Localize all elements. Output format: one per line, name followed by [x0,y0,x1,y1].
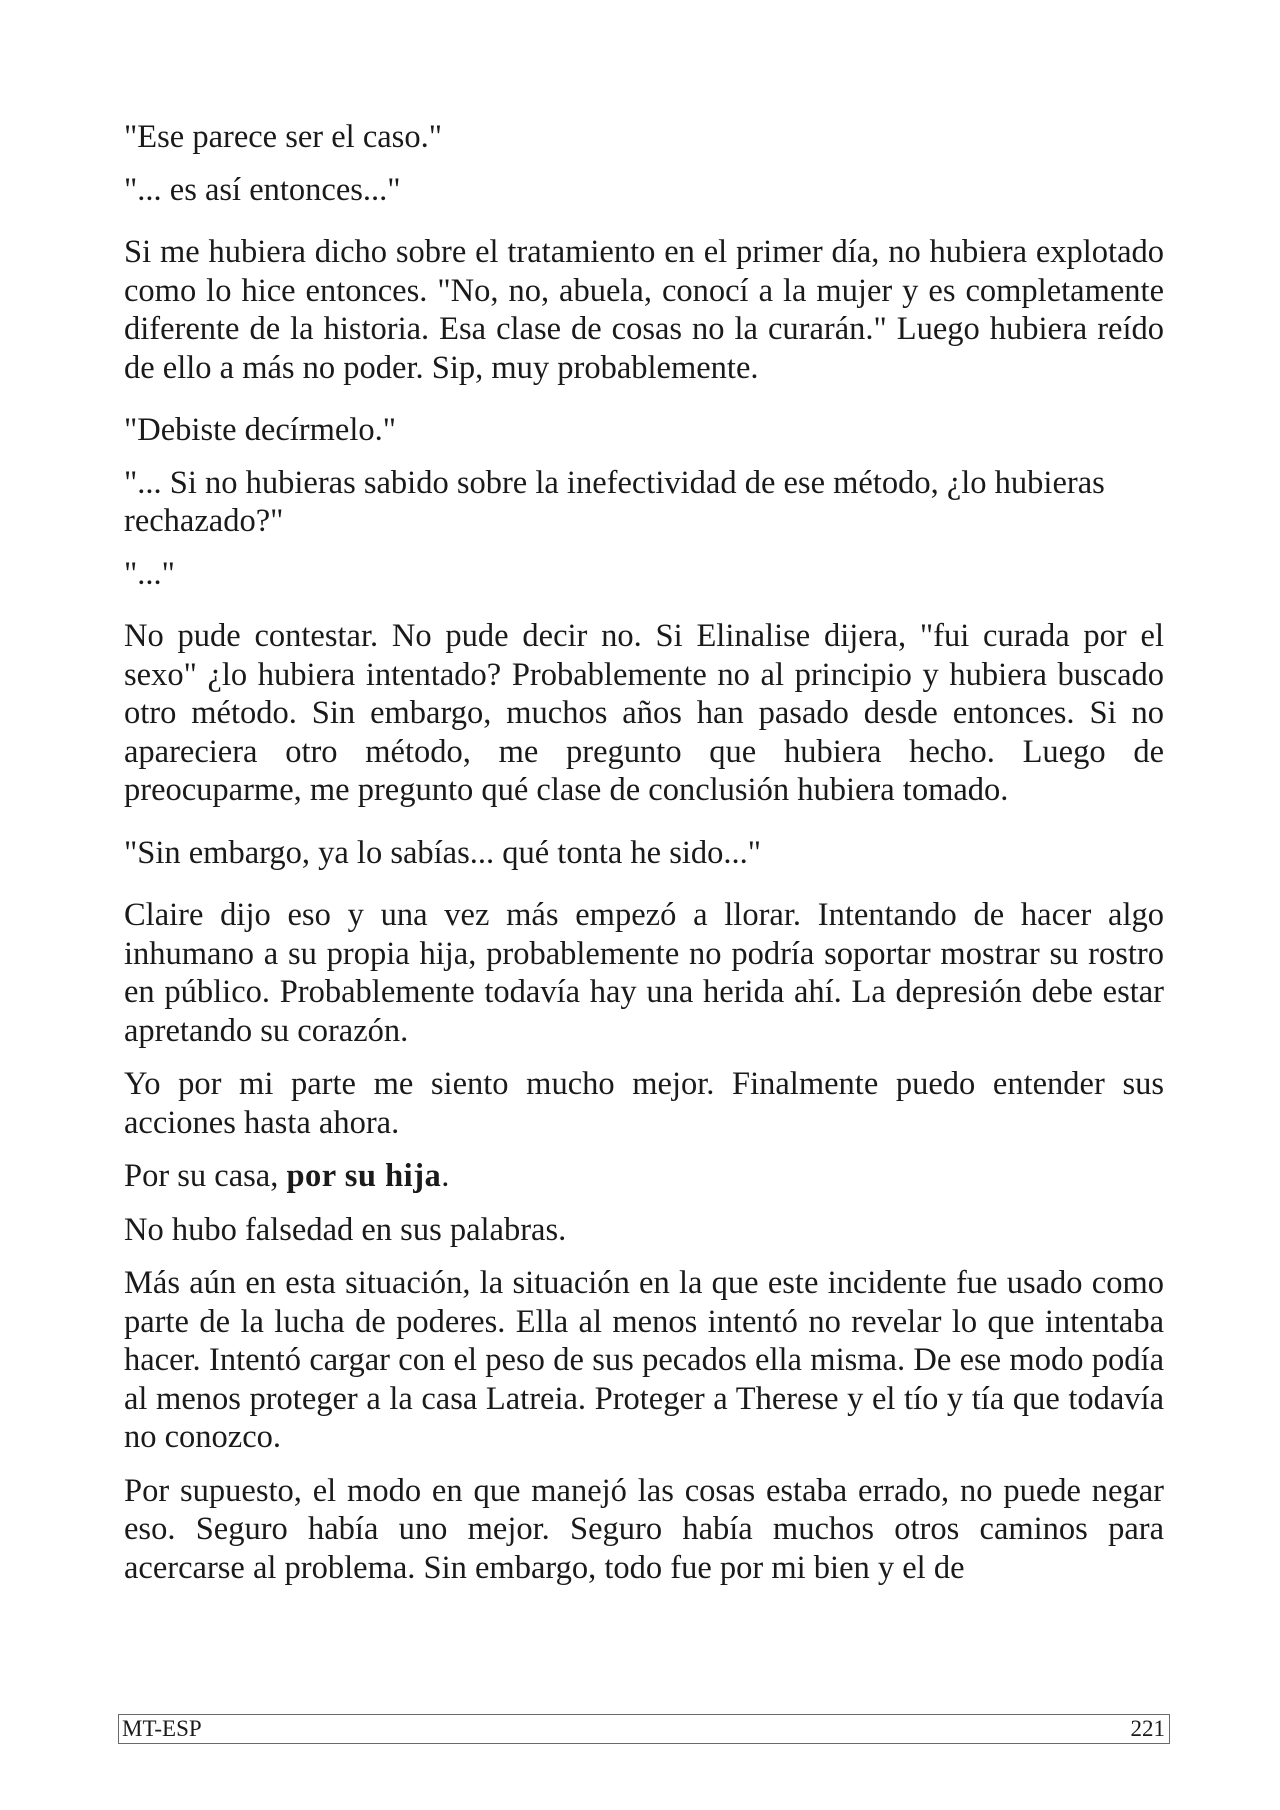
paragraph-12: No hubo falsedad en sus palabras. [124,1211,567,1248]
paragraph-7: No pude contestar. No pude decir no. Si Elinalise dijera, "fui curada por el sexo" ¿lo hubiera intentado? Probablemente no al principio y hubiera buscado otro método. Sin embargo, muchos años han pasado desde entonces. Si no apareciera otro método, me pregunto que hubiera hecho. Luego de preocuparme, me pregunto qué clase de conclusión hubiera tomado. [124,618,1164,808]
footer-label: MT-ESP [122,1716,202,1741]
page-footer [118,1714,1170,1744]
page-body [124,118,1164,1602]
page-number: 221 [1130,1716,1165,1741]
paragraph-8: "Sin embargo, ya lo sabías... qué tonta he sido..." [124,834,762,871]
emphasized-text: por su hija [286,1158,442,1194]
paragraph-1: "Ese parece ser el caso." [124,119,442,155]
paragraph-9: Claire dijo eso y una vez más empezó a llorar. Intentando de hacer algo inhumano a su propia hija, probablemente no podría soportar mostrar su rostro en público. Probablemente todavía hay una herida ahí. La depresión debe estar apretando su corazón. [124,897,1164,1049]
paragraph-5: "... Si no hubieras sabido sobre la inefectividad de ese método, ¿lo hubieras rechazado?" [124,464,1105,539]
paragraph-11 [124,1157,1164,1196]
paragraph-13: Más aún en esta situación, la situación en la que este incidente fue usado como parte de la lucha de poderes. Ella al menos intentó no revelar lo que intentaba hacer. Intentó cargar con el peso de sus pecados ella misma. De ese modo podía al menos proteger a la casa Latreia. Proteger a Therese y el tío y tía que todavía no conozco. [124,1265,1164,1455]
paragraph-4: "Debiste decírmelo." [124,412,396,448]
paragraph-6: "..." [124,555,175,592]
paragraph-14: Por supuesto, el modo en que manejó las cosas estaba errado, no puede negar eso. Seguro había uno mejor. Seguro había muchos otros caminos para acercarse al problema. Sin embargo, todo fue por mi bien y el de [124,1472,1164,1586]
paragraph-2: "... es así entonces..." [124,171,401,208]
paragraph-11-suffix: . [441,1158,450,1194]
paragraph-11-prefix: Por su casa, [124,1158,287,1194]
paragraph-3: Si me hubiera dicho sobre el tratamiento en el primer día, no hubiera explotado como lo hice entonces. "No, no, abuela, conocí a la mujer y es completamente diferente de la historia. Esa clase de cosas no la curarán." Luego hubiera reído de ello a más no poder. Sip, muy probablemente. [124,234,1164,386]
paragraph-10: Yo por mi parte me siento mucho mejor. Finalmente puedo entender sus acciones hasta ahora. [124,1066,1164,1141]
